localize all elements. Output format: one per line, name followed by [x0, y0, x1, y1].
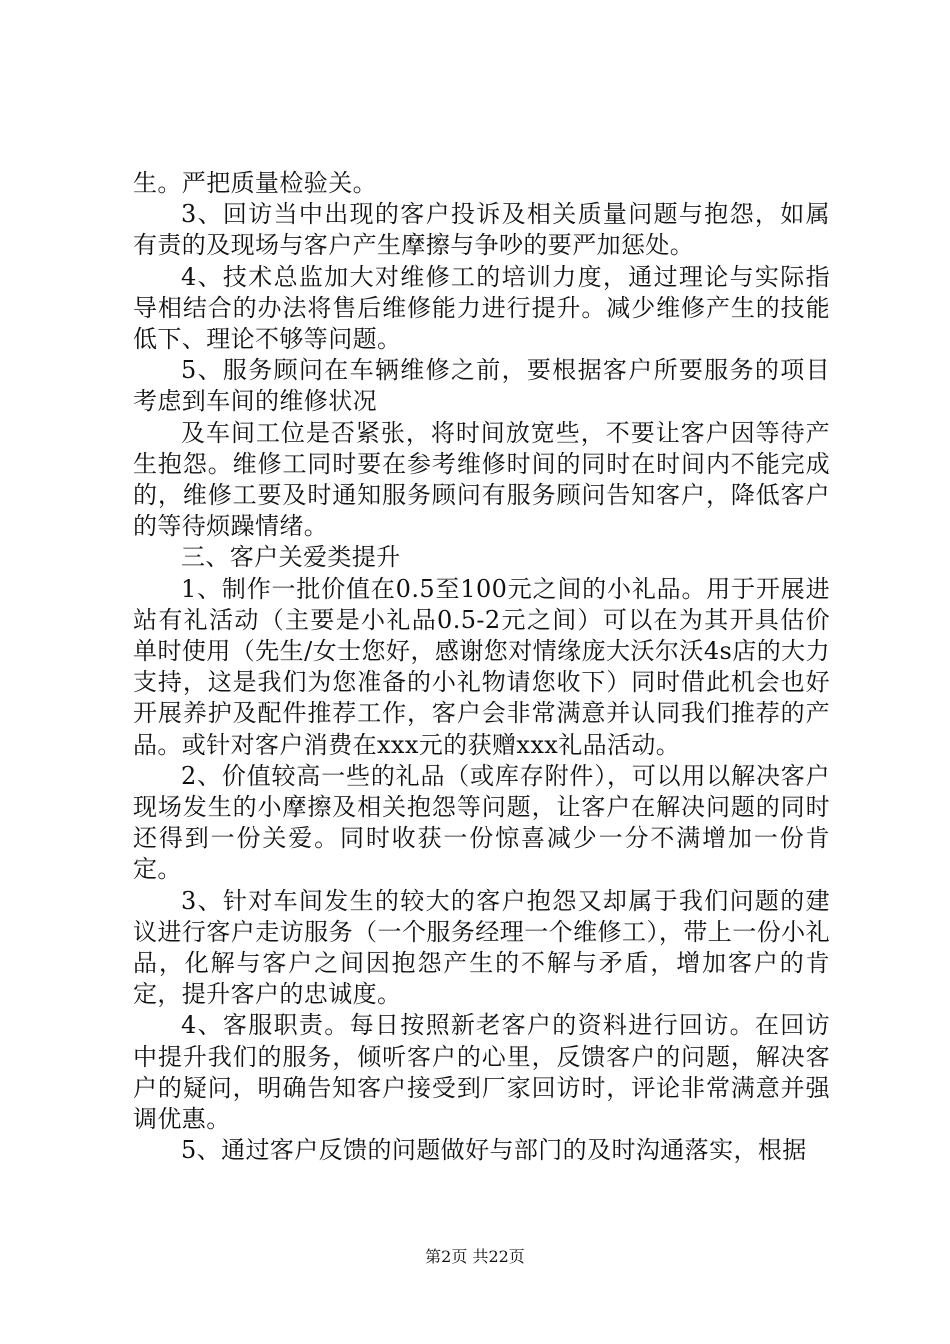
document-body [133, 168, 830, 1167]
paragraph-10: 4、客服职责。每日按照新老客户的资料进行回访。在回访中提升我们的服务，倾听客户的心里，反馈客户的问题，解决客户的疑问，明确告知客户接受到厂家回访时，评论非常满意并强调优惠。 [133, 1011, 830, 1134]
page-number-footer: 第2页 共22页 [425, 1247, 525, 1266]
paragraph-11: 5、通过客户反馈的问题做好与部门的及时沟通落实，根据 [181, 1136, 807, 1165]
section-heading-customer-care: 三、客户关爱类提升 [181, 543, 401, 572]
paragraph-3: 4、技术总监加大对维修工的培训力度，通过理论与实际指导相结合的办法将售后维修能力进行提升。减少维修产生的技能低下、理论不够等问题。 [133, 262, 830, 354]
paragraph-5: 及车间工位是否紧张，将时间放宽些，不要让客户因等待产生抱怨。维修工同时要在参考维修时间的同时在时间内不能完成的，维修工要及时通知服务顾问有服务顾问告知客户，降低客户的等待烦躁情绪。 [133, 418, 830, 541]
paragraph-2: 3、回访当中出现的客户投诉及相关质量问题与抱怨，如属有责的及现场与客户产生摩擦与争吵的要严加惩处。 [133, 200, 830, 260]
paragraph-9: 3、针对车间发生的较大的客户抱怨又却属于我们问题的建议进行客户走访服务（一个服务经理一个维修工），带上一份小礼品，化解与客户之间因抱怨产生的不解与矛盾，增加客户的肯定，提升客户的忠诚度。 [133, 886, 830, 1009]
paragraph-7: 1、制作一批价值在0.5至100元之间的小礼品。用于开展进站有礼活动（主要是小礼品0.5-2元之间）可以在为其开具估价单时使用（先生/女士您好，感谢您对情缘庞大沃尔沃4s店的大力支持，这是我们为您准备的小礼物请您收下）同时借此机会也好开展养护及配件推荐工作，客户会非常满意并认同我们推荐的产品。或针对客户消费在xxx元的获赠xxx礼品活动。 [133, 574, 830, 759]
paragraph-8: 2、价值较高一些的礼品（或库存附件），可以用以解决客户现场发生的小摩擦及相关抱怨等问题，让客户在解决问题的同时还得到一份关爱。同时收获一份惊喜减少一分不满增加一份肯定。 [133, 761, 830, 884]
paragraph-1: 生。严把质量检验关。 [133, 169, 377, 197]
paragraph-4: 5、服务顾问在车辆维修之前，要根据客户所要服务的项目考虑到车间的维修状况 [133, 356, 830, 416]
